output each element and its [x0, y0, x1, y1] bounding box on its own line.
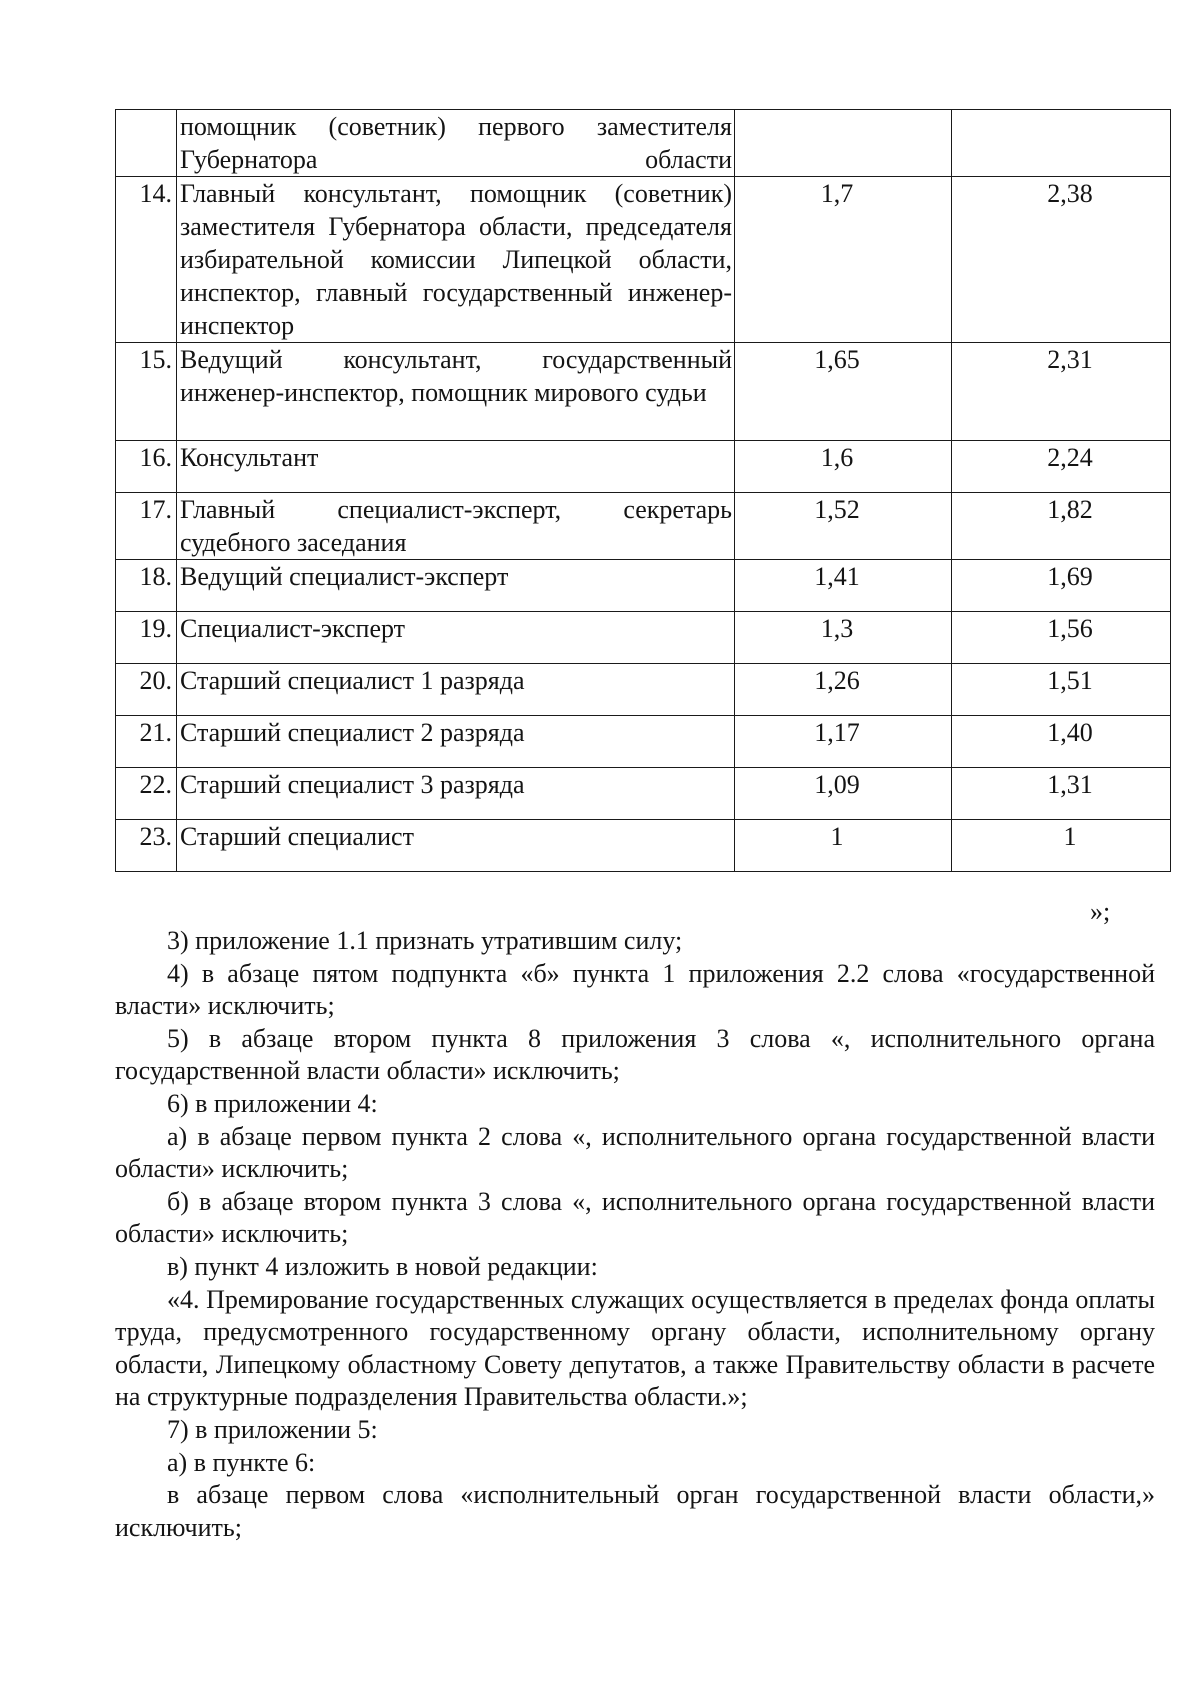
- coefficient-1: 1,3: [735, 612, 952, 664]
- row-number: 22.: [116, 768, 177, 820]
- row-number: [116, 110, 177, 177]
- row-number: 14.: [116, 177, 177, 343]
- coefficient-2: 2,24: [952, 441, 1171, 493]
- paragraph: а) в абзаце первом пункта 2 слова «, исполнительного органа государственной власти области» исключить;: [115, 1121, 1155, 1184]
- position-title: Главный специалист-эксперт, секретарь судебного заседания: [177, 493, 735, 560]
- coefficient-2: 2,38: [952, 177, 1171, 343]
- paragraph: в) пункт 4 изложить в новой редакции:: [167, 1251, 598, 1281]
- position-title: Консультант: [177, 441, 735, 493]
- table-row: [116, 768, 1171, 820]
- table-row: [116, 820, 1171, 872]
- row-number: 23.: [116, 820, 177, 872]
- coefficient-1: 1,65: [735, 343, 952, 441]
- position-title: Специалист-эксперт: [177, 612, 735, 664]
- paragraph: «4. Премирование государственных служащих осуществляется в пределах фонда оплаты труда, предусмотренного государственному органу области, исполнительному органу области, Липецкому областному Совету депутатов, а также Правительству области в расчете на структурные подразделения Правительства области.»;: [115, 1284, 1155, 1412]
- coefficient-2: 1,82: [952, 493, 1171, 560]
- coefficient-2: [952, 110, 1171, 177]
- position-title: Старший специалист 2 разряда: [177, 716, 735, 768]
- row-number: 20.: [116, 664, 177, 716]
- table-row: [116, 441, 1171, 493]
- row-number: 21.: [116, 716, 177, 768]
- paragraph: а) в пункте 6:: [167, 1447, 316, 1477]
- coefficient-1: 1: [735, 820, 952, 872]
- coefficient-2: 1,31: [952, 768, 1171, 820]
- amendments-text: [115, 925, 1155, 1544]
- coefficient-2: 1: [952, 820, 1171, 872]
- table-row: [116, 177, 1171, 343]
- coefficient-2: 2,31: [952, 343, 1171, 441]
- coefficient-2: 1,51: [952, 664, 1171, 716]
- coefficient-1: [735, 110, 952, 177]
- table-row: [116, 560, 1171, 612]
- row-number: 17.: [116, 493, 177, 560]
- paragraph: 7) в приложении 5:: [167, 1414, 378, 1444]
- coefficient-1: 1,7: [735, 177, 952, 343]
- position-title: Ведущий консультант, государственный инженер-инспектор, помощник мирового судьи: [177, 343, 735, 441]
- coefficient-1: 1,09: [735, 768, 952, 820]
- paragraph: 6) в приложении 4:: [167, 1088, 378, 1118]
- coefficient-2: 1,69: [952, 560, 1171, 612]
- coefficient-1: 1,26: [735, 664, 952, 716]
- coefficient-1: 1,52: [735, 493, 952, 560]
- row-number: 19.: [116, 612, 177, 664]
- table-closing-quote: »;: [1090, 897, 1111, 926]
- table-row: [116, 493, 1171, 560]
- paragraph: 3) приложение 1.1 признать утратившим силу;: [167, 926, 683, 955]
- table-row: [116, 664, 1171, 716]
- position-title: Старший специалист 1 разряда: [177, 664, 735, 716]
- coefficient-1: 1,41: [735, 560, 952, 612]
- position-title: помощник (советник) первого заместителя Губернатора области: [177, 110, 735, 177]
- paragraph: 4) в абзаце пятом подпункта «б» пункта 1 приложения 2.2 слова «государственной власти» исключить;: [115, 958, 1155, 1021]
- salary-coefficients-table: [115, 109, 1171, 872]
- table-row: [116, 343, 1171, 441]
- row-number: 16.: [116, 441, 177, 493]
- coefficient-2: 1,56: [952, 612, 1171, 664]
- coefficient-2: 1,40: [952, 716, 1171, 768]
- row-number: 18.: [116, 560, 177, 612]
- coefficient-1: 1,6: [735, 441, 952, 493]
- paragraph: 5) в абзаце втором пункта 8 приложения 3 слова «, исполнительного органа государственной власти области» исключить;: [115, 1023, 1155, 1086]
- table-row: [116, 612, 1171, 664]
- position-title: Старший специалист 3 разряда: [177, 768, 735, 820]
- table-row: [116, 110, 1171, 177]
- coefficient-1: 1,17: [735, 716, 952, 768]
- position-title: Ведущий специалист-эксперт: [177, 560, 735, 612]
- position-title: Главный консультант, помощник (советник) заместителя Губернатора области, председателя избирательной комиссии Липецкой области, инспектор, главный государственный инженер-инспектор: [177, 177, 735, 343]
- position-title: Старший специалист: [177, 820, 735, 872]
- table-row: [116, 716, 1171, 768]
- row-number: 15.: [116, 343, 177, 441]
- paragraph: в абзаце первом слова «исполнительный орган государственной власти области,» исключить;: [115, 1480, 1155, 1542]
- paragraph: б) в абзаце втором пункта 3 слова «, исполнительного органа государственной власти области» исключить;: [115, 1186, 1155, 1249]
